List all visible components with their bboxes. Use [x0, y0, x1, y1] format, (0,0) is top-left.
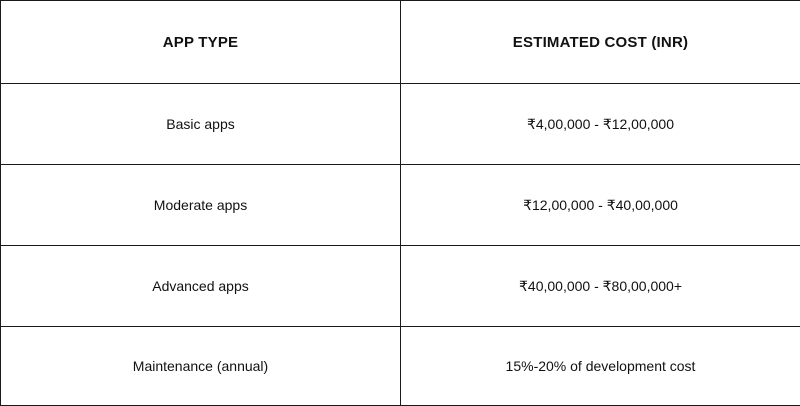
- table-row: [1, 84, 800, 165]
- table-body: [1, 84, 800, 406]
- cost-cell: ₹40,00,000 - ₹80,00,000+: [401, 246, 800, 327]
- column-header-estimated-cost: ESTIMATED COST (INR): [401, 1, 800, 84]
- cost-cell: 15%-20% of development cost: [401, 327, 800, 406]
- table-header: [1, 1, 800, 84]
- app-type-cell: Maintenance (annual): [1, 327, 401, 406]
- cost-cell: ₹12,00,000 - ₹40,00,000: [401, 165, 800, 246]
- app-type-cell: Advanced apps: [1, 246, 401, 327]
- app-type-cell: Moderate apps: [1, 165, 401, 246]
- column-header-app-type: APP TYPE: [1, 1, 401, 84]
- app-type-cell: Basic apps: [1, 84, 401, 165]
- table-row: [1, 246, 800, 327]
- header-row: [1, 1, 800, 84]
- cost-cell: ₹4,00,000 - ₹12,00,000: [401, 84, 800, 165]
- table-row: [1, 165, 800, 246]
- table-row: [1, 327, 800, 406]
